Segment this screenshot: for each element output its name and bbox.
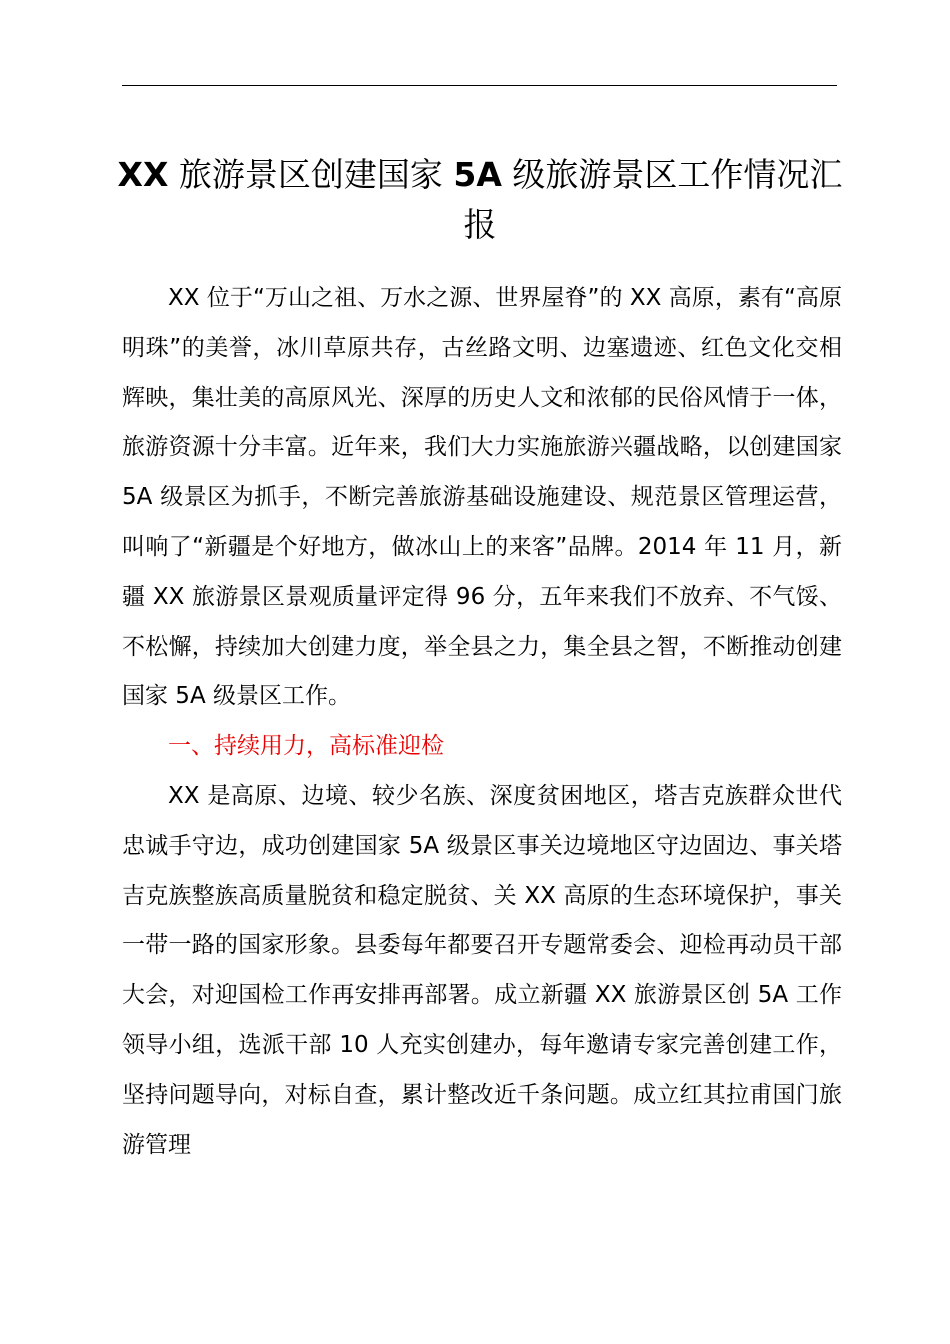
document-body — [122, 274, 842, 1170]
document-title — [110, 150, 850, 250]
title-code-xx: XX — [117, 155, 169, 194]
section-paragraph: XX 是高原、边境、较少名族、深度贫困地区，塔吉克族群众世代忠诚手守边，成功创建国家 5A 级景区事关边境地区守边固边、事关塔吉克族整族高质量脱贫和稳定脱贫、关 XX 高原的生态环境保护，事关一带一路的国家形象。县委每年都要召开专题常委会、迎检再动员干部大会，对迎国检工作再安排再部署。成立新疆 XX 旅游景区创 5A 工作领导小组，选派干部 10 人充实创建办，每年邀请专家完善创建工作，坚持问题导向，对标自查，累计整改近千条问题。成立红其拉甫国门旅游管理 — [122, 782, 842, 1158]
header-rule — [122, 85, 837, 86]
title-text-a: 旅游景区创建国家 — [168, 155, 454, 194]
intro-paragraph: XX 位于“万山之祖、万水之源、世界屋脊”的 XX 高原，素有“高原明珠”的美誉，冰川草原共存，古丝路文明、边塞遗迹、红色文化交相辉映，集壮美的高原风光、深厚的历史人文和浓郁的民俗风情于一体，旅游资源十分丰富。近年来，我们大力实施旅游兴疆战略，以创建国家 5A 级景区为抓手，不断完善旅游基础设施建设、规范景区管理运营，叫响了“新疆是个好地方，做冰山上的来客”品牌。2014 年 11 月，新疆 XX 旅游景区景观质量评定得 96 分，五年来我们不放弃、不气馁、不松懈，持续加大创建力度，举全县之力，集全县之智，不断推动创建国家 5A 级景区工作。 — [122, 285, 842, 710]
title-grade-5a: 5A — [453, 155, 502, 194]
title-text-b: 级旅游景区工作情况汇报 — [463, 155, 843, 244]
section-heading: 一、持续用力，高标准迎检 — [168, 733, 444, 760]
